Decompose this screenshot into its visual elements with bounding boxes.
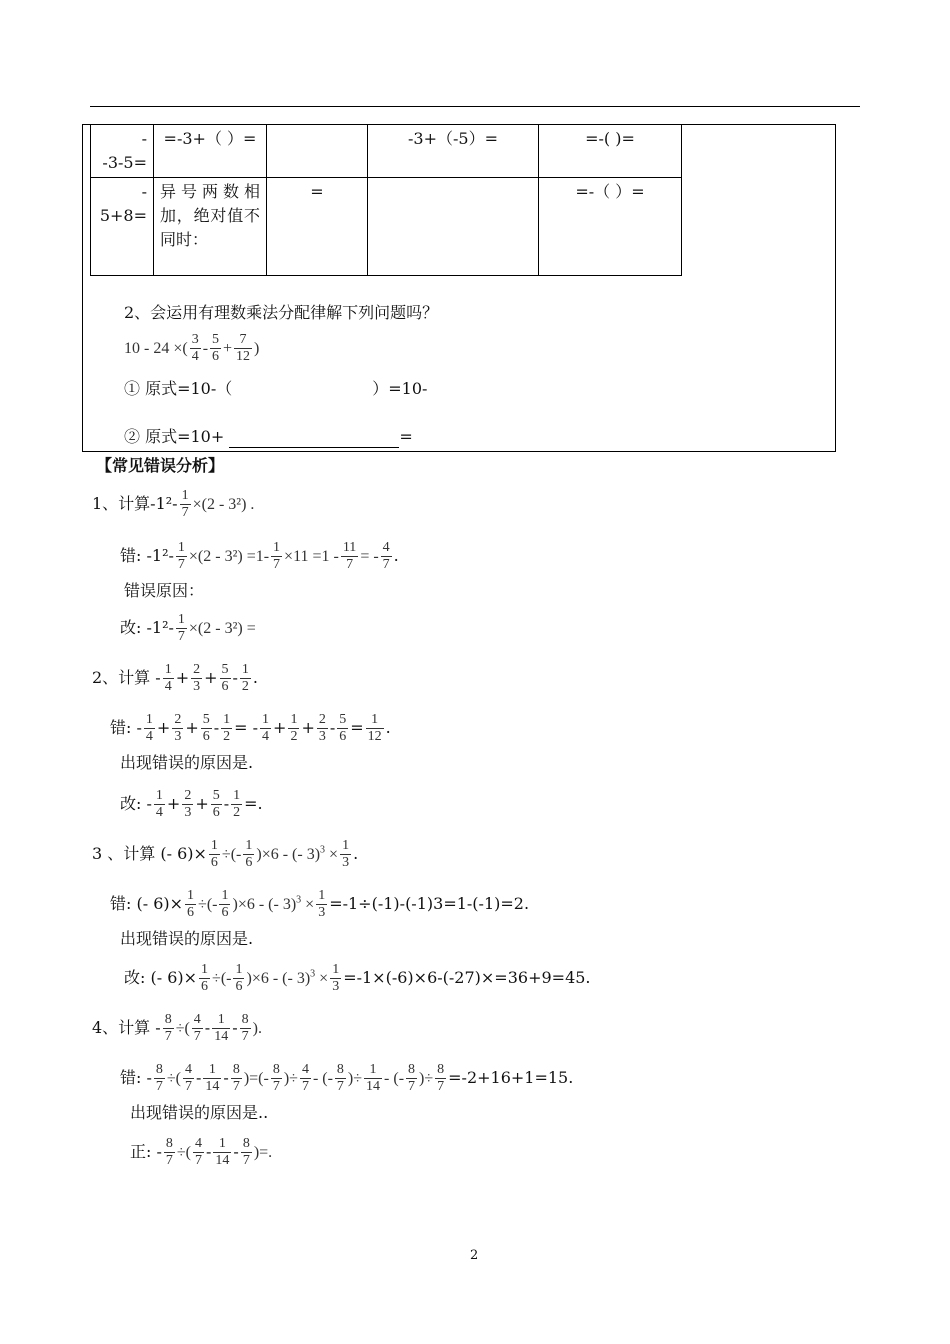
table-cell: =-3+（ ）= [154,125,267,178]
item1-reason: 错误原因： [124,581,205,600]
q2-expression: 10 - 24 ×( $\frac{3}{4}$ - $\frac{5}{6}$ + $\frac{7}{12}$ ) [124,332,260,364]
section-title: 【常见错误分析】 [96,456,225,475]
page-number: 2 [470,1248,479,1263]
header-rule [90,106,860,107]
table-cell: - -3-5= [91,125,154,178]
item4-fix: 正: - $\frac{8}{7}$ ÷( $\frac{4}{7}$ - $\frac{1}{14}$ - $\frac{8}{7}$ )=. [130,1136,273,1168]
item1-title: 1、计算-1²- $\frac{1}{7}$ ×(2 - 3²) . [92,488,255,520]
answer-blank[interactable] [229,431,399,448]
item4-reason: 出现错误的原因是.. [130,1103,269,1122]
item2-fix: 改: - $\frac{1}{4}$ + $\frac{2}{3}$ + $\frac{5}{6}$ - $\frac{1}{2}$ =. [120,788,263,820]
item1-fix: 改: -1²- $\frac{1}{7}$ ×(2 - 3²) = [120,612,256,644]
table-cell: - 5+8= [91,178,154,276]
comparison-table [90,124,682,276]
table-cell: -3+（-5）= [368,125,539,178]
q2-line1: ① 原式=10-（ ）=10- [124,379,428,398]
table-row [91,178,682,276]
item2-reason: 出现错误的原因是. [120,753,254,772]
q2-line2: ② 原式=10+ = [124,427,413,446]
table-cell: 异号两数相加，绝对值不同时： [154,178,267,276]
item3-title: 3 、计算 (- 6)× $\frac{1}{6}$ ÷(- $\frac{1}{6}$ )×6 - (- 3)$^3$ × $\frac{1}{3}$ . [92,838,359,870]
q2-title: 2、会运用有理数乘法分配律解下列问题吗？ [124,303,439,322]
item1-wrong: 错: -1²- $\frac{1}{7}$ ×(2 - 3²) =1- $\frac{1}{7}$ ×11 =1 - $\frac{11}{7}$ = - $\frac{4}{7}$ . [120,540,399,572]
item3-reason: 出现错误的原因是. [120,929,254,948]
table-cell [368,178,539,276]
item3-fix: 改: (- 6)× $\frac{1}{6}$ ÷(- $\frac{1}{6}$ )×6 - (- 3)$^3$ × $\frac{1}{3}$ =-1×(-6)×6-(-27)×=36+9=45. [124,962,591,994]
table-cell: =-（ ）= [539,178,682,276]
item2-title: 2、计算 - $\frac{1}{4}$ + $\frac{2}{3}$ + $\frac{5}{6}$ - $\frac{1}{2}$ . [92,662,258,694]
table-row [91,125,682,178]
table-cell: =-( )= [539,125,682,178]
table-cell: = [267,178,368,276]
item2-wrong: 错: - $\frac{1}{4}$ + $\frac{2}{3}$ + $\frac{5}{6}$ - $\frac{1}{2}$ = - $\frac{1}{4}$ + $\frac{1}{2}$ + $\frac{2}{3}$ - $\frac{5}{6}$ = $\frac{1}{12}$ . [110,712,391,744]
table-cell [267,125,368,178]
item3-wrong: 错: (- 6)× $\frac{1}{6}$ ÷(- $\frac{1}{6}$ )×6 - (- 3)$^3$ × $\frac{1}{3}$ =-1÷(-1)-(-1)3=1-(-1)=2. [110,888,530,920]
item4-wrong: 错: - $\frac{8}{7}$ ÷( $\frac{4}{7}$ - $\frac{1}{14}$ - $\frac{8}{7}$ )=(- $\frac{8}{7}$ )÷ $\frac{4}{7}$ - (- $\frac{8}{7}$ )÷ $\frac{1}{14}$ - (- $\frac{8}{7}$ )÷ $\frac{8}{7}$ =-2+16+1=15. [120,1062,574,1094]
item4-title: 4、计算 - $\frac{8}{7}$ ÷( $\frac{4}{7}$ - $\frac{1}{14}$ - $\frac{8}{7}$ ). [92,1012,262,1044]
